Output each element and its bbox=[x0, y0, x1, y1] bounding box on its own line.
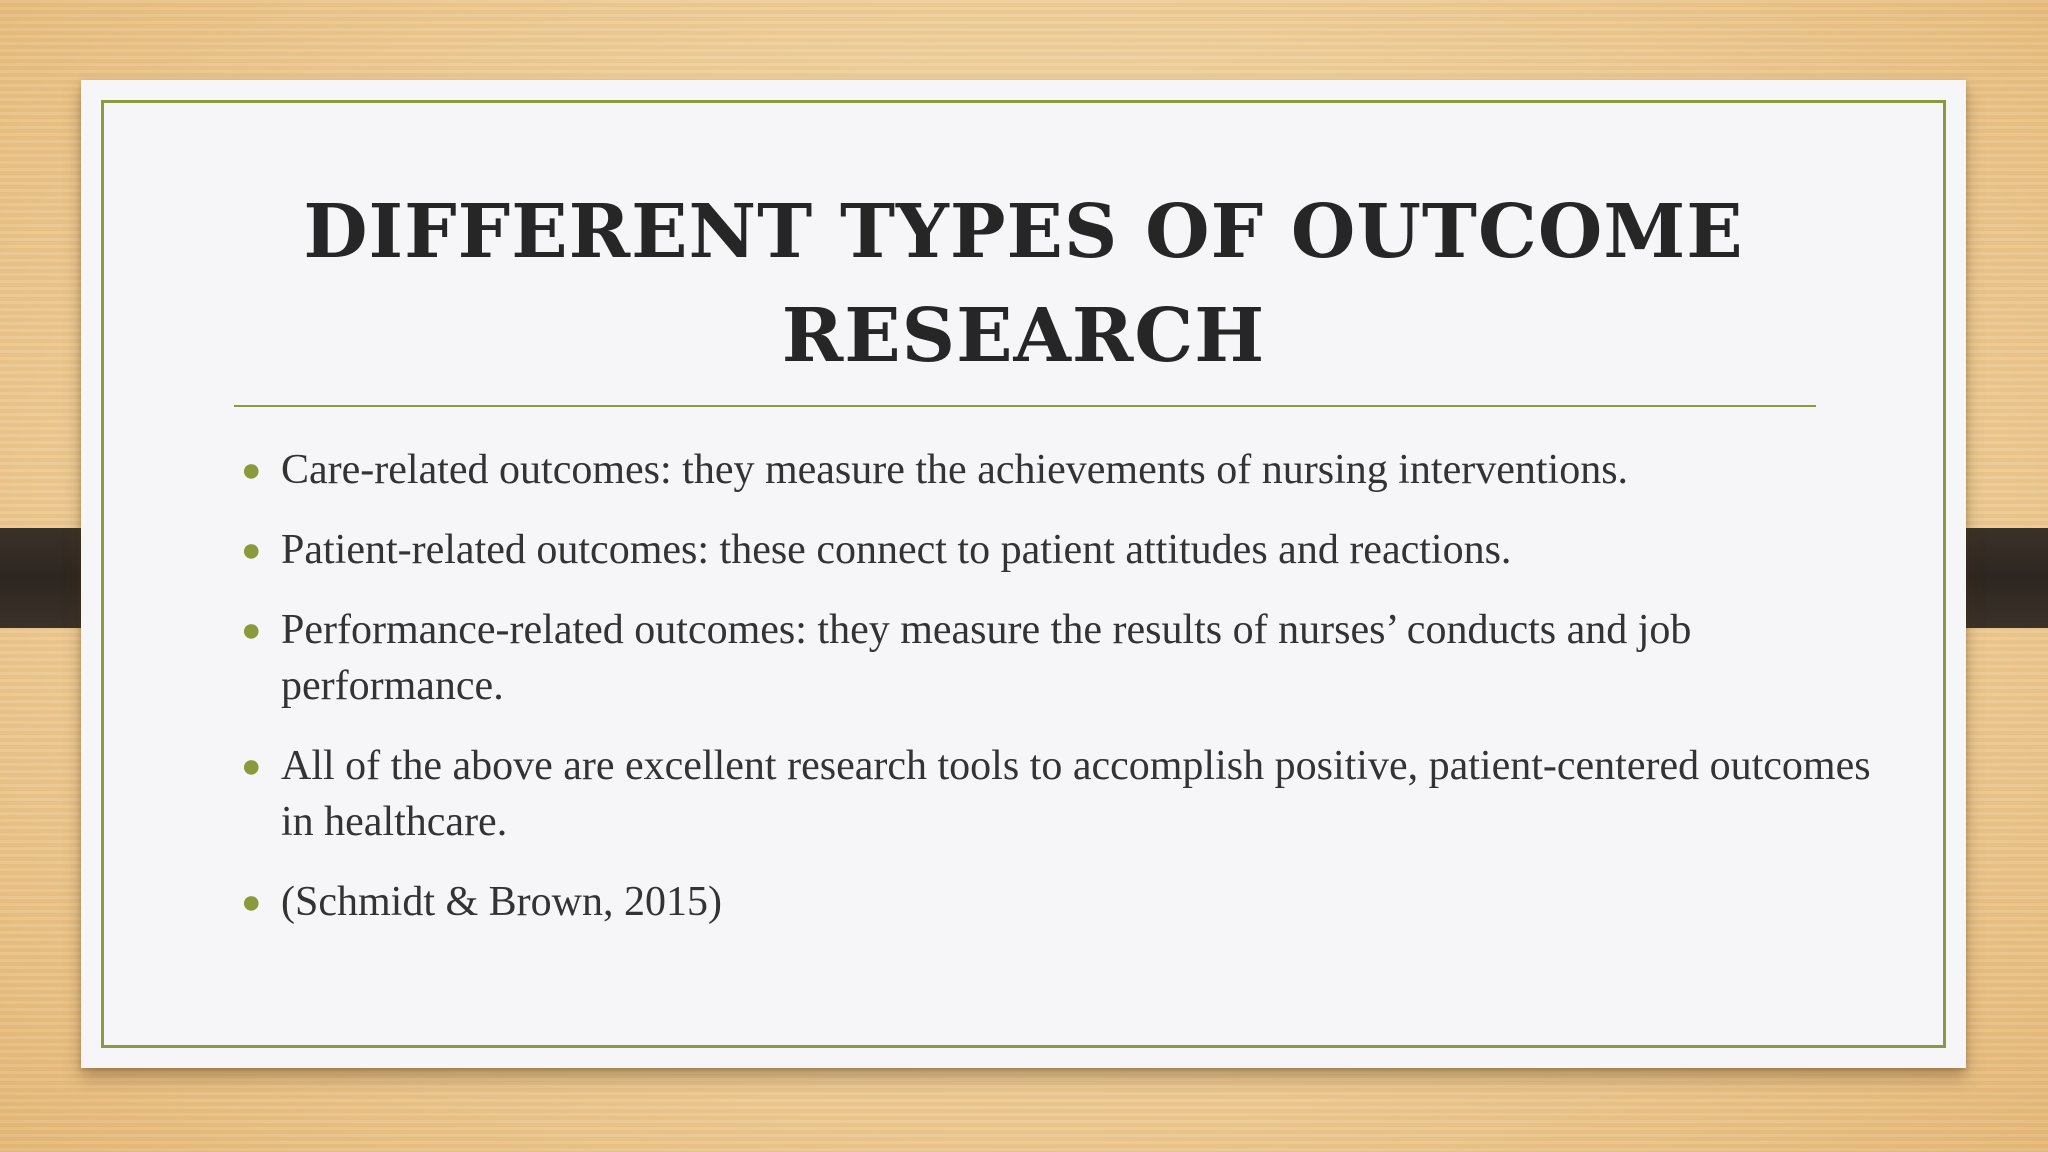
bullet-item-performance-related bbox=[241, 602, 1871, 714]
title-divider bbox=[234, 405, 1816, 407]
slide-title: DIFFERENT TYPES OF OUTCOME RESEARCH bbox=[303, 189, 1744, 379]
bullet-icon: ● bbox=[241, 611, 262, 649]
bullet-text: Performance-related outcomes: they measure the results of nurses’ conducts and job performance. bbox=[281, 607, 1692, 709]
bullet-item-care-related bbox=[241, 442, 1871, 498]
bullet-item-patient-related bbox=[241, 522, 1871, 578]
bullet-icon: ● bbox=[241, 531, 262, 569]
bullet-icon: ● bbox=[241, 883, 262, 921]
bullet-item-summary bbox=[241, 738, 1871, 850]
bullet-item-citation bbox=[241, 874, 1871, 930]
bullet-text: All of the above are excellent research tools to accomplish positive, patient-centered outcomes in healthcare. bbox=[281, 743, 1871, 845]
bullet-text: Patient-related outcomes: these connect to patient attitudes and reactions. bbox=[281, 527, 1512, 573]
bullet-list bbox=[241, 442, 1871, 954]
slide-card bbox=[81, 80, 1966, 1068]
bullet-text: (Schmidt & Brown, 2015) bbox=[281, 879, 722, 925]
bullet-icon: ● bbox=[241, 747, 262, 785]
bullet-icon: ● bbox=[241, 451, 262, 489]
bullet-text: Care-related outcomes: they measure the achievements of nursing interventions. bbox=[281, 447, 1629, 493]
